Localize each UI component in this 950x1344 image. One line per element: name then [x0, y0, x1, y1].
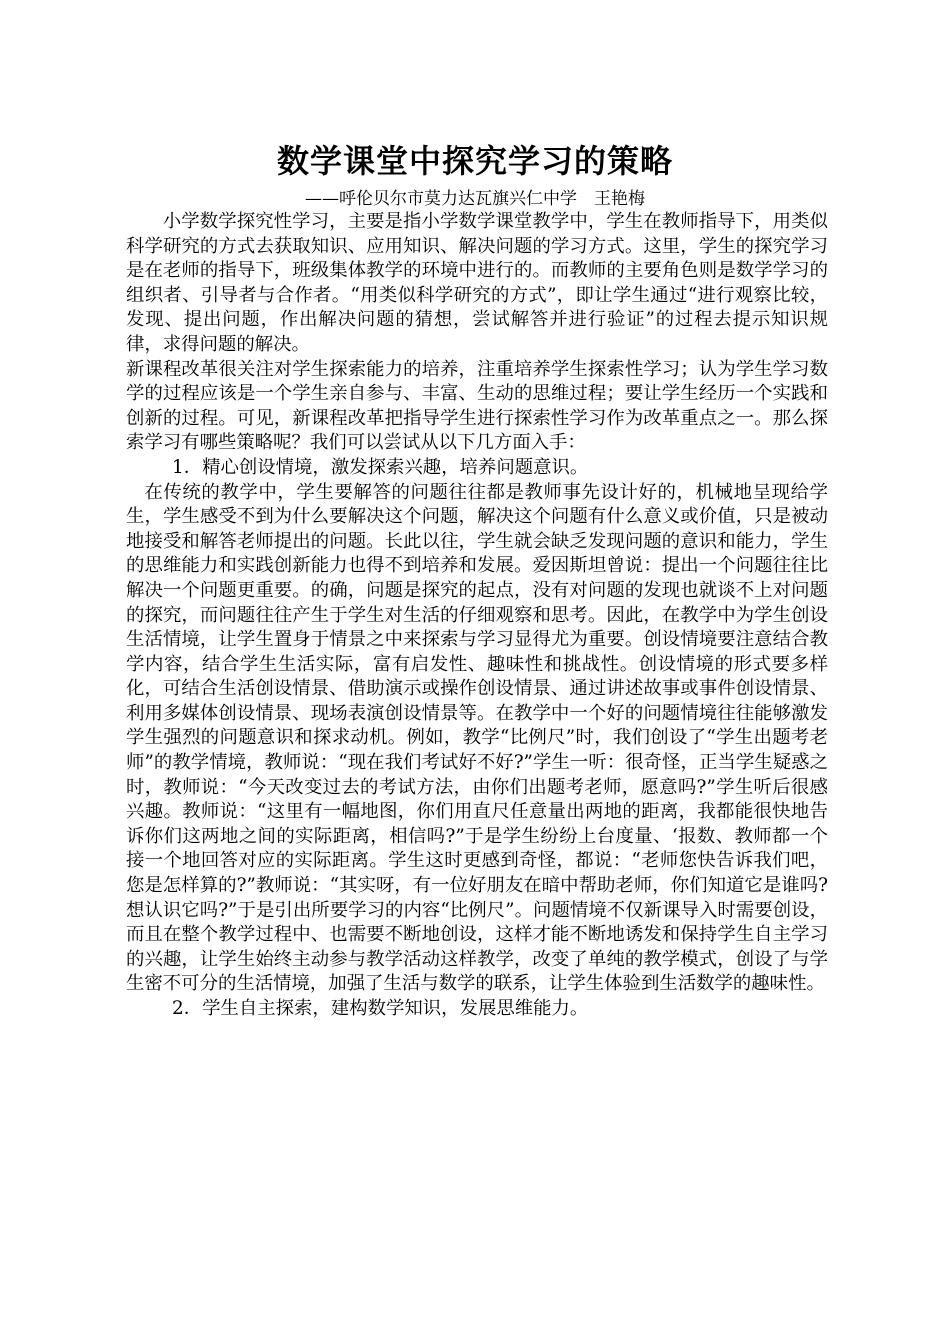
paragraph-situation: 在传统的教学中，学生要解答的问题往往都是教师事先设计好的，机械地呈现给学生，学生感受不到为什么要解决这个问题，解决这个问题有什么意义或价值，只是被动地接受和解答老师提出的问题。长此以往，学生就会缺乏发现问题的意识和能力，学生的思维能力和实践创新能力也得不到培养和发展。爱因斯坦曾说：提出一个问题往往比解决一个问题更重要。的确，问题是探究的起点，没有对问题的发现也就谈不上对问题的探究，而问题往往产生于学生对生活的仔细观察和思考。因此，在教学中为学生创设生活情境，让学生置身于情景之中来探索与学习显得尤为重要。创设情境要注意结合教学内容，结合学生生活实际，富有启发性、趣味性和挑战性。创设情境的形式要多样化，可结合生活创设情景、借助演示或操作创设情景、通过讲述故事或事件创设情景、利用多媒体创设情景、现场表演创设情景等。在教学中一个好的问题情境往往能够激发学生强烈的问题意识和探求动机。例如，教学“比例尺”时，我们创设了“学生出题考老师”的教学情境，教师说：“现在我们考试好不好?”学生一听：很奇怪，正当学生疑惑之时，教师说：“今天改变过去的考试方法，由你们出题考老师，愿意吗?”学生听后很感兴趣。教师说：“这里有一幅地图，你们用直尺任意量出两地的距离，我都能很快地告诉你们这两地之间的实际距离，相信吗?”于是学生纷纷上台度量、‘报数、教师都一个接一个地回答对应的实际距离。学生这时更感到奇怪，都说：“老师您快告诉我们吧，您是怎样算的?”教师说：“其实呀，有一位好朋友在暗中帮助老师，你们知道它是谁吗?想认识它吗?”于是引出所要学习的内容“比例尺”。问题情境不仅新课导入时需要创设，而且在整个教学过程中、也需要不断地创设，这样才能不断地诱发和保持学生自主学习的兴趣，让学生始终主动参与教学活动这样教学，改变了单纯的教学模式，创设了与学生密不可分的生活情境，加强了生活与数学的联系，让学生体验到生活数学的趣味性。: [126, 481, 828, 995]
section-heading-2: 2．学生自主探索，建构数学知识，发展思维能力。: [172, 998, 589, 1019]
author-line: ——呼伦贝尔市莫力达瓦旗兴仁中学 王艳梅: [305, 189, 645, 209]
section-heading-1: 1．精心创设情境，激发探索兴趣，培养问题意识。: [172, 456, 589, 478]
page-title: 数学课堂中探究学习的策略: [276, 142, 673, 180]
paragraph-intro: 小学数学探究性学习，主要是指小学数学课堂教学中，学生在教师指导下，用类似科学研究的方式去获取知识、应用知识、解决问题的学习方式。这里，学生的探究学习是在老师的指导下，班级集体教学的环境中进行的。而教师的主要角色则是数学学习的组织者、引导者与合作者。“用类似科学研究的方式”，即让学生通过“进行观察比较，发现、提出问题，作出解决问题的猜想，尝试解答并进行验证”的过程去提示知识规律，求得问题的解决。: [126, 211, 828, 355]
paragraph-reform: 新课程改革很关注对学生探索能力的培养，注重培养学生探索性学习；认为学生学习数学的过程应该是一个学生亲自参与、丰富、生动的思维过程；要让学生经历一个实践和创新的过程。可见，新课程改革把指导学生进行探索性学习作为改革重点之一。那么探索学习有哪些策略呢？我们可以尝试从以下几方面入手：: [126, 358, 828, 454]
document-body: [126, 210, 828, 1022]
